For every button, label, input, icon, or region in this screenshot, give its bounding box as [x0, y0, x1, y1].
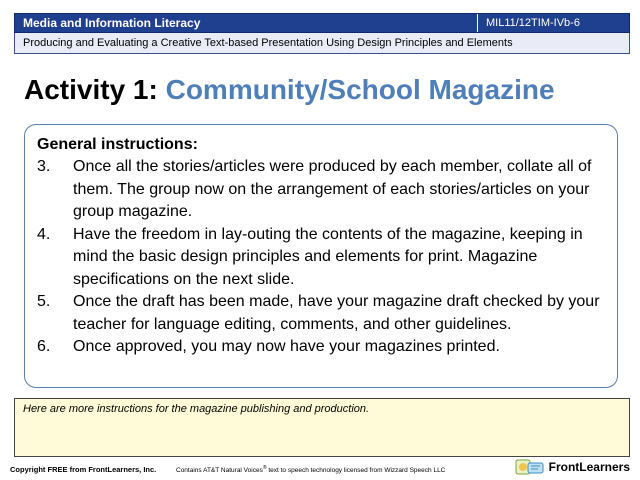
item-number: 6. — [37, 338, 51, 355]
list-item — [37, 291, 609, 336]
title-name: Community/School Magazine — [165, 74, 555, 105]
list-item — [37, 156, 609, 224]
instructions-box — [24, 124, 618, 388]
header-bar — [14, 13, 630, 33]
registered-mark: ® — [262, 465, 267, 471]
brand-logo — [515, 456, 630, 478]
item-number: 4. — [37, 225, 51, 243]
item-number: 3. — [37, 158, 51, 175]
item-text: Once all the stories/articles were produced by each member, collate all of them. The group now on the arrangement of each stories/articles on your group magazine. — [73, 158, 592, 220]
item-text: Once the draft has been made, have your magazine draft checked by your teacher for language editing, comments, and other guidelines. — [73, 293, 600, 333]
lesson-subtitle: Producing and Evaluating a Creative Text-based Presentation Using Design Principles and Elements — [14, 33, 630, 54]
voices-prefix: Contains AT&T Natural Voices — [176, 467, 263, 475]
item-number: 5. — [37, 293, 51, 310]
notes-text: Here are more instructions for the magazine publishing and production. — [23, 403, 370, 415]
title-prefix: Activity 1: — [24, 74, 158, 105]
frontlearners-logo-icon — [515, 457, 545, 477]
footer — [10, 462, 630, 478]
course-title: Media and Information Literacy — [23, 16, 201, 30]
list-item — [37, 336, 609, 359]
page-title — [24, 72, 555, 108]
instructions-list — [37, 156, 609, 359]
voices-suffix: text to speech technology licensed from Wizzard Speech LLC — [266, 467, 446, 475]
brand-name: FrontLearners — [548, 460, 630, 474]
item-text: Have the freedom in lay-outing the contents of the magazine, keeping in mind the basic design principles and elements for print. Magazine specifications on the next slide. — [73, 225, 583, 288]
voices-notice — [176, 465, 445, 474]
list-item — [37, 224, 609, 292]
copyright-text: Copyright FREE from FrontLearners, Inc. — [10, 465, 157, 474]
notes-box[interactable] — [14, 398, 630, 457]
item-text: Once approved, you may now have your magazines printed. — [73, 338, 500, 355]
instructions-heading: General instructions: — [37, 136, 198, 153]
course-code: MIL11/12TIM-IVb-6 — [477, 14, 629, 32]
